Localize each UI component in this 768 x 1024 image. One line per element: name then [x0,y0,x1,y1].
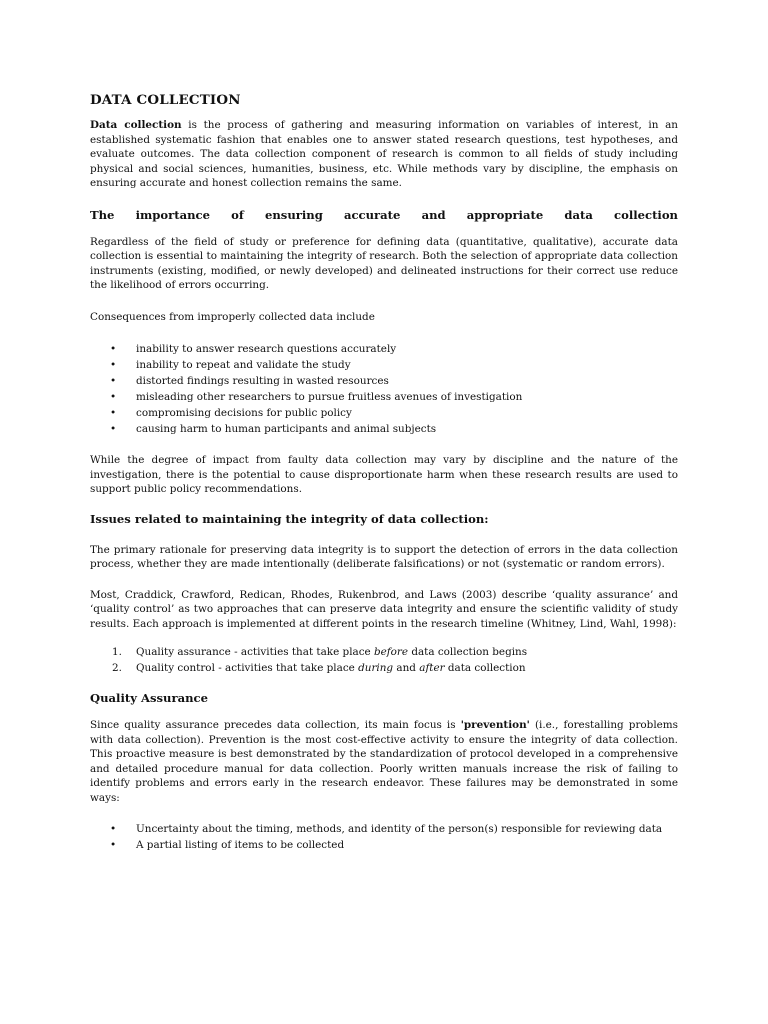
paragraph-regardless: Regardless of the field of study or preference for defining data (quantitative, qualitative), accurate data collection is essential to maintaining the integrity of research. Both the selection of appropriate data collection instruments (existing, modified, or newly developed) and delineated instructions for their correct use reduce the likelihood of errors occurring. [90,235,678,291]
list-number: 2. [112,662,122,674]
page-title: DATA COLLECTION [90,92,241,108]
consequences-list [90,341,678,437]
bullet-icon: • [110,343,117,355]
paragraph-consequences: Consequences from improperly collected data include [90,310,375,323]
list-item: • inability to answer research questions accurately [110,343,397,355]
list-item: • compromising decisions for public policy [110,407,352,419]
list-item: • Uncertainty about the timing, methods, and identity of the person(s) responsible for reviewing data [110,823,663,835]
paragraph-degree: While the degree of impact from faulty data collection may vary by discipline and the nature of the investigation, there is the potential to cause disproportionate harm when these research results are used to support public policy recommendations. [90,454,678,495]
list-item: • A partial listing of items to be collected [110,838,345,851]
bullet-icon: • [110,423,117,435]
list-number: 1. [112,646,122,658]
paragraph-quality-assurance: Since quality assurance precedes data collection, its main focus is 'prevention' (i.e., forestalling problems with data collection). Prevention is the most cost-effective activity to ensure the integrity of data collection. This proactive measure is best demonstrated by the standardization of protocol developed in a comprehensive and detailed procedure manual for data collection. Poorly written manuals increase the risk of failing to identify problems and errors early in the research endeavor. These failures may be demonstrated in some ways: [90,719,678,804]
paragraph-most: Most, Craddick, Crawford, Redican, Rhodes, Rukenbrod, and Laws (2003) describe ‘quality assurance’ and ‘quality control’ as two approaches that can preserve data integrity and ensure the scientific validity of study results. Each approach is implemented at different points in the research timeline (Whitney, Lind, Wahl, 1998): [90,588,678,630]
heading-issues: Issues related to maintaining the integrity of data collection: [90,511,489,526]
bullet-icon: • [110,838,117,851]
list-item: 2. Quality control - activities that take place during and after data collection [112,662,526,674]
bullet-icon: • [110,391,117,403]
paragraph-rationale: The primary rationale for preserving data integrity is to support the detection of errors in the data collection process, whether they are made intentionally (deliberate falsifications) or not (systematic or random errors). [90,543,678,570]
bullet-icon: • [110,407,117,419]
intro-text: is the process of gathering and measuring information on variables of interest, in an established systematic fashion that enables one to answer stated research questions, test hypotheses, and evaluate outcomes. The data collection component of research is common to all fields of study including physical and social sciences, humanities, business, etc. While methods vary by discipline, the emphasis on ensuring accurate and honest collection remains the same. [90,119,678,189]
failures-list [90,822,678,853]
list-item: • misleading other researchers to pursue fruitless avenues of investigation [110,391,523,403]
list-item: • inability to repeat and validate the study [110,359,351,371]
document-page [90,92,678,853]
bullet-icon: • [110,823,117,835]
bullet-icon: • [110,375,117,387]
intro-paragraph [90,118,678,191]
list-item: 1. Quality assurance - activities that take place before data collection begins [112,646,528,658]
bullet-icon: • [110,359,117,371]
approaches-list [90,644,678,676]
heading-importance: The importance of ensuring accurate and appropriate data collection [90,207,678,222]
prevention-term: 'prevention' [460,719,530,731]
heading-quality-assurance: Quality Assurance [90,691,208,705]
intro-term: Data collection [90,119,182,131]
list-item: • causing harm to human participants and animal subjects [110,423,437,435]
list-item: • distorted findings resulting in wasted resources [110,375,389,387]
